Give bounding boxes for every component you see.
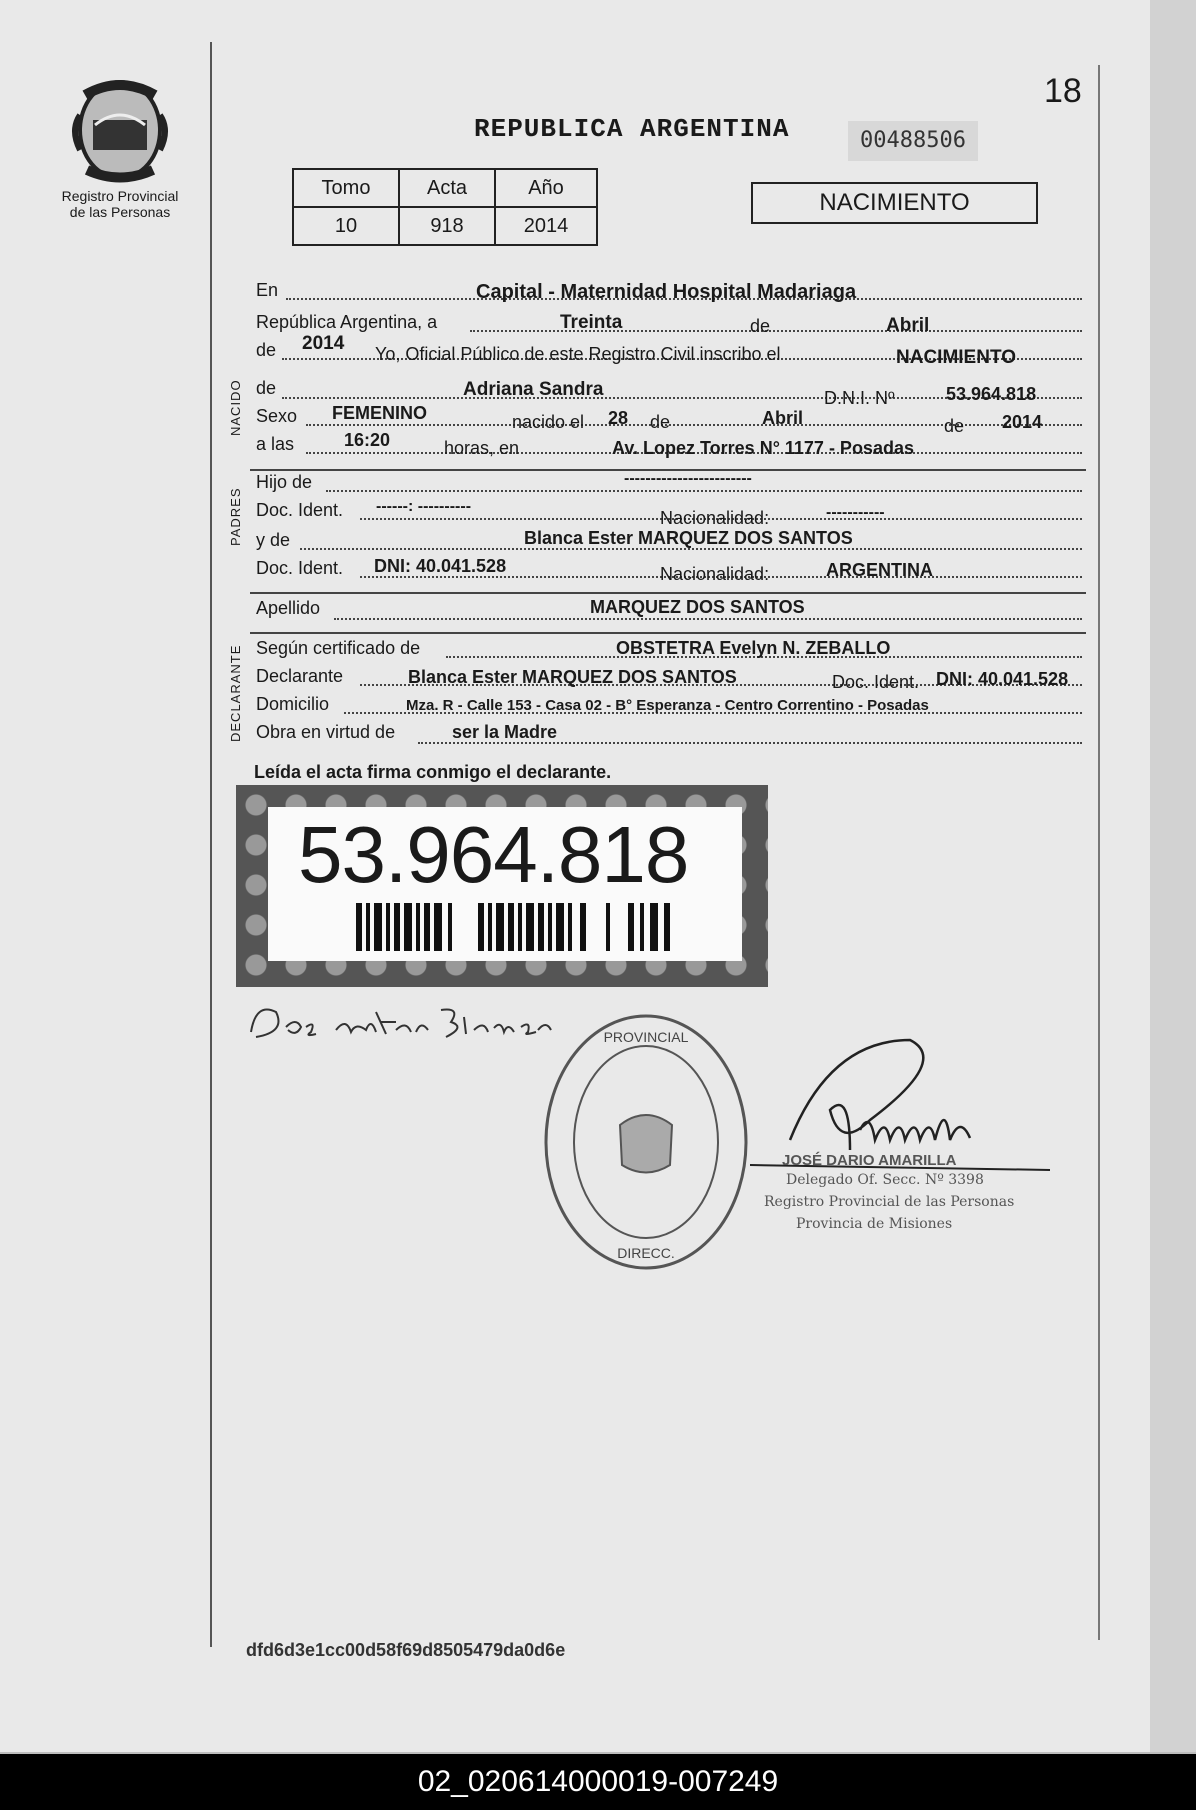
label-nacionalidad: Nacionalidad: bbox=[660, 564, 770, 584]
label-nacionalidad: Nacionalidad: bbox=[660, 508, 770, 528]
label-de: de bbox=[256, 340, 277, 360]
label-declarante: Declarante bbox=[256, 666, 344, 686]
dia-value: Treinta bbox=[560, 312, 623, 333]
dni-value: 53.964.818 bbox=[946, 384, 1037, 404]
label-de: de bbox=[944, 416, 965, 436]
label-yo-oficial: Yo, Oficial Público de este Registro Civil inscribo el bbox=[375, 344, 781, 364]
dotted-line bbox=[306, 424, 1082, 426]
right-margin-line bbox=[1098, 65, 1100, 1640]
declarante-value: Blanca Ester MARQUEZ DOS SANTOS bbox=[408, 667, 737, 687]
section-divider bbox=[250, 632, 1086, 634]
nac-anio-value: 2014 bbox=[1002, 412, 1043, 432]
declarante-doc-value: DNI: 40.041.528 bbox=[936, 669, 1069, 689]
country-title: REPUBLICA ARGENTINA bbox=[474, 114, 790, 144]
label-de: de bbox=[750, 316, 771, 336]
label-doc-ident: Doc. Ident. bbox=[256, 558, 344, 578]
dotted-line bbox=[334, 618, 1082, 620]
serial-number: 00488506 bbox=[848, 121, 978, 161]
sheet-edge bbox=[1150, 0, 1196, 1752]
label-obra: Obra en virtud de bbox=[256, 722, 396, 742]
tomo-value: 10 bbox=[293, 207, 399, 245]
misiones-seal-icon bbox=[65, 75, 175, 185]
official-line-3: Provincia de Misiones bbox=[796, 1216, 953, 1232]
label-de: de bbox=[256, 378, 277, 398]
madre-doc-value: DNI: 40.041.528 bbox=[374, 556, 507, 576]
tomo-label: Tomo bbox=[293, 169, 399, 207]
madre-value: Blanca Ester MARQUEZ DOS SANTOS bbox=[524, 528, 853, 548]
label-horas-en: horas, en bbox=[444, 438, 520, 458]
padre-doc-value: ------: ---------- bbox=[376, 498, 472, 515]
lugar-value: Capital - Maternidad Hospital Madariaga bbox=[476, 281, 857, 303]
section-padres: PADRES bbox=[228, 487, 243, 546]
obra-value: ser la Madre bbox=[452, 722, 558, 742]
sticker-number: 53.964.818 bbox=[298, 810, 689, 899]
apellido-value: MARQUEZ DOS SANTOS bbox=[590, 597, 805, 617]
domicilio-nac-value: Av. Lopez Torres N° 1177 - Posadas bbox=[612, 438, 914, 458]
section-nacido: NACIDO bbox=[228, 379, 243, 436]
label-domicilio: Domicilio bbox=[256, 694, 330, 714]
nac-mes-value: Abril bbox=[762, 408, 804, 428]
certificado-value: OBSTETRA Evelyn N. ZEBALLO bbox=[616, 638, 891, 658]
official-line-2: Registro Provincial de las Personas bbox=[764, 1194, 1015, 1210]
anio-label: Año bbox=[495, 169, 597, 207]
seal-caption-1: Registro Provincial bbox=[61, 188, 179, 204]
padre-nac-value: ----------- bbox=[826, 504, 885, 521]
document-type: NACIMIENTO bbox=[751, 182, 1038, 224]
anio-value: 2014 bbox=[495, 207, 597, 245]
label-segun: Según certificado de bbox=[256, 638, 421, 658]
registry-seal bbox=[58, 75, 182, 220]
label-apellido: Apellido bbox=[256, 598, 321, 618]
seal-caption-2: de las Personas bbox=[69, 204, 171, 220]
page-number: 18 bbox=[1044, 72, 1082, 110]
label-en: En bbox=[256, 280, 279, 300]
label-republica: República Argentina, a bbox=[256, 312, 438, 332]
file-footer: 02_020614000019-007249 bbox=[0, 1754, 1196, 1810]
nombre-value: Adriana Sandra bbox=[463, 379, 604, 400]
barcode-icon bbox=[356, 903, 674, 951]
padre-value: ------------------------ bbox=[624, 470, 752, 487]
sticker-label bbox=[268, 807, 742, 961]
label-de: de bbox=[650, 412, 671, 432]
margin-line bbox=[210, 42, 212, 1647]
sexo-value: FEMENINO bbox=[332, 403, 428, 423]
mes-value: Abril bbox=[886, 315, 930, 336]
label-hijo-de: Hijo de bbox=[256, 472, 313, 492]
acta-label: Acta bbox=[399, 169, 495, 207]
declarante-signature bbox=[246, 992, 566, 1054]
section-divider bbox=[250, 592, 1086, 594]
label-dni: D.N.I. Nº bbox=[824, 388, 895, 408]
anio-value-text: 2014 bbox=[302, 333, 345, 354]
madre-nac-value: ARGENTINA bbox=[826, 560, 933, 580]
label-y-de: y de bbox=[256, 530, 291, 550]
leida-statement: Leída el acta firma conmigo el declarante. bbox=[254, 762, 612, 782]
section-declarante: DECLARANTE bbox=[228, 644, 243, 742]
official-line-1: Delegado Of. Secc. Nº 3398 bbox=[786, 1172, 984, 1188]
hora-value: 16:20 bbox=[344, 430, 391, 450]
label-doc-ident: Doc. Ident. bbox=[832, 672, 920, 692]
label-doc-ident: Doc. Ident. bbox=[256, 500, 344, 520]
label-sexo: Sexo bbox=[256, 406, 298, 426]
label-nacido-el: nacido el bbox=[512, 412, 585, 432]
dni-sticker bbox=[236, 785, 768, 987]
official-stamp bbox=[540, 1010, 752, 1274]
inscribe-value: NACIMIENTO bbox=[896, 347, 1016, 368]
document-hash: dfd6d3e1cc00d58f69d8505479da0d6e bbox=[246, 1640, 566, 1660]
nac-dia-value: 28 bbox=[608, 408, 629, 428]
dotted-line bbox=[326, 490, 1082, 492]
acta-value: 918 bbox=[399, 207, 495, 245]
official-name: JOSÉ DARIO AMARILLA bbox=[782, 1152, 957, 1169]
tomo-acta-table bbox=[292, 168, 598, 246]
svg-text:PROVINCIAL: PROVINCIAL bbox=[603, 1029, 689, 1045]
domicilio-value: Mza. R - Calle 153 - Casa 02 - B° Esperanza - Centro Correntino - Posadas bbox=[406, 697, 929, 714]
svg-text:DIRECC.: DIRECC. bbox=[617, 1245, 675, 1261]
label-a-las: a las bbox=[256, 434, 295, 454]
